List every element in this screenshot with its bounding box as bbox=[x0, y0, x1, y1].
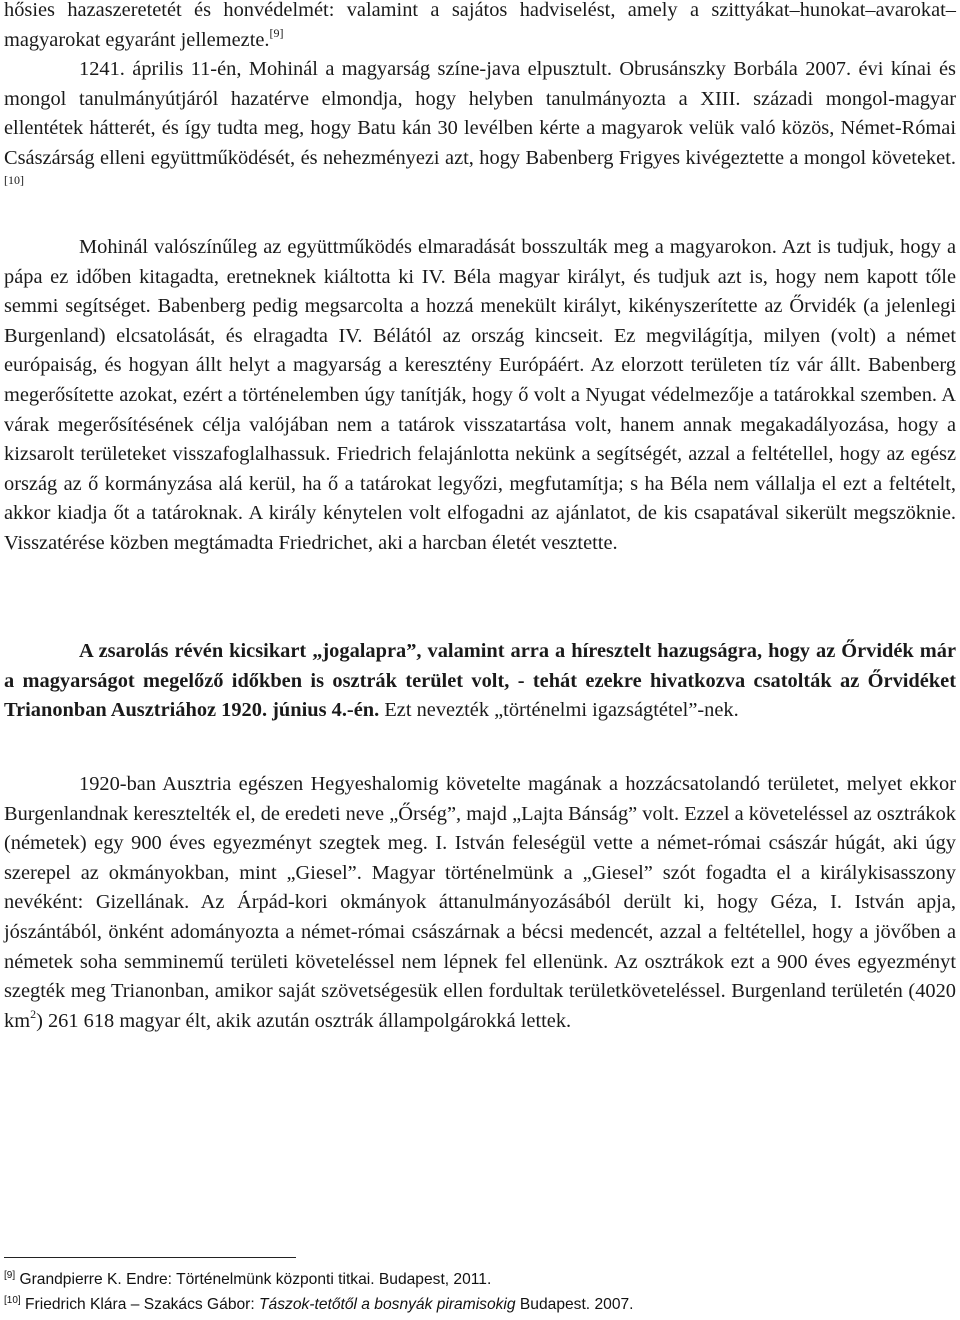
footnote-9-marker: [9] bbox=[4, 1270, 16, 1281]
paragraph-5-text-a: 1920-ban Ausztria egészen Hegyeshalomig követelte magának a hozzácsatolandó területet, melyet ekkor Burgenlandnak keresztelték el, de eredeti neve „Őrség”, majd „Lajta Bánság” volt. Ezzel a követeléssel az osztrákok (németek) egy 900 éves egyezményt szegtek meg. I. István feleségül vette a német-római császár húgát, aki úgy szerepel az okmányokban, mint „Giesel”. Magyar történelmünk a „Giesel” szót fogadta el a királykisasszony nevéként: Gizellának. Az Árpád-kori okmányok áttanulmányozásából derült ki, hogy Géza, I. István apja, jószántából, önként adományozta a német-római császárnak a bécsi medencét, azzal a feltétellel, hogy a jövőben a németek soha semminemű területi követeléssel nem lépnek fel ellenünk. Az osztrákok ezt a 900 éves egyezményt szegték meg Trianonban, amikor saját szövetségesük ellen fordultak területköveteléssel. Burgenland területén (4020 km bbox=[4, 773, 956, 1032]
paragraph-5 bbox=[4, 770, 956, 1036]
paragraph-2 bbox=[4, 55, 956, 203]
footnote-10-authors: Friedrich Klára – Szakács Gábor: bbox=[25, 1296, 260, 1313]
footnote-9 bbox=[4, 1270, 956, 1290]
paragraph-4 bbox=[4, 637, 956, 726]
paragraph-2-text: 1241. április 11-én, Mohinál a magyarság színe-java elpusztult. Obrusánszky Borbála 2007. évi kínai és mongol tanulmányútjáról hazatérve elmondja, hogy helyben tanulmányozta a XIII. századi mongol-magyar ellentétek hátterét, és így tudta meg, hogy Batu kán 30 levélben kérte a magyarok velük való közös, Német-Római Császárság elleni együttműködését, és nehezményezi azt, hogy Babenberg Frigyes kivégeztette a mongol követeket. bbox=[4, 58, 956, 169]
paragraph-4-bold-text: A zsarolás révén kicsikart „jogalapra”, valamint arra a híresztelt hazugságra, hogy az Őrvidék már a magyarságot megelőző időkben is osztrák terület volt, - tehát ezekre hivatkozva csatolták az Őrvidéket Trianonban Ausztriához 1920. június 4.-én. bbox=[4, 640, 956, 722]
footnote-10-rest: Budapest. 2007. bbox=[515, 1296, 634, 1313]
footnote-10-title: Tászok-tetőtől a bosnyák piramisokig bbox=[259, 1296, 516, 1313]
paragraph-3-text: Mohinál valószínűleg az együttműködés elmaradását bosszulták meg a magyarokon. Azt is tudjuk, hogy a pápa ez időben kitagadta, eretneknek kiáltotta ki IV. Béla magyar királyt, és tudjuk azt is, hogy nem kapott tőle semmi segítséget. Babenberg pedig megsarcolta a hozzá menekült királyt, kikényszerítette az Őrvidék (a jelenlegi Burgenland) elcsatolását, és elragadta IV. Bélától az ország kincseit. Ez megvilágítja, milyen (volt) a német európaiság, és hogyan állt helyt a magyarság a keresztény Európáért. Az elorzott területen tíz vár állt. Babenberg megerősítette azokat, ezért a történelemben úgy tanítják, hogy ő volt a Nyugat védelmezője a tatárokkal szemben. A várak megerősítésének célja valójában nem a tatárok visszatartása volt, hanem annak megakadályozása, hogy a kizsarolt területeket visszafoglalhassuk. Friedrich felajánlotta nekünk a segítségét, azzal a feltétellel, hogy az egész ország az ő kormányzása alá kerül, ha ő a tatárokat legyőzi, megfutamítja; s ha Béla nem vállalja el ezt a feltételt, akkor kiadja őt a tatároknak. A király kénytelen volt elfogadni az ajánlatot, de kis csapatával sikerült megszöknie. Visszatérése közben megtámadta Friedrichet, aki a harcban életét vesztette. bbox=[4, 236, 956, 554]
footnote-10 bbox=[4, 1295, 956, 1315]
footnote-ref-10[interactable]: [10] bbox=[4, 173, 24, 188]
footnote-ref-9[interactable]: [9] bbox=[269, 25, 284, 40]
paragraph-3 bbox=[4, 233, 956, 559]
paragraph-1 bbox=[4, 0, 956, 55]
superscript-2: 2 bbox=[30, 1006, 37, 1021]
paragraph-5-text-b: ) 261 618 magyar élt, akik azután osztrák állampolgárokká lettek. bbox=[36, 1009, 572, 1032]
footnote-9-text: Grandpierre K. Endre: Történelmünk központi titkai. Budapest, 2011. bbox=[19, 1271, 492, 1288]
footnote-10-marker: [10] bbox=[4, 1295, 21, 1306]
paragraph-4-text: Ezt nevezték „történelmi igazságtétel”-nek. bbox=[379, 699, 739, 722]
footnote-divider bbox=[4, 1257, 296, 1258]
paragraph-1-text: hősies hazaszeretetét és honvédelmét: valamint a sajátos hadviselést, amely a szittyákat–hunokat–avarokat–magyarokat egyaránt jellemezte. bbox=[4, 0, 956, 51]
